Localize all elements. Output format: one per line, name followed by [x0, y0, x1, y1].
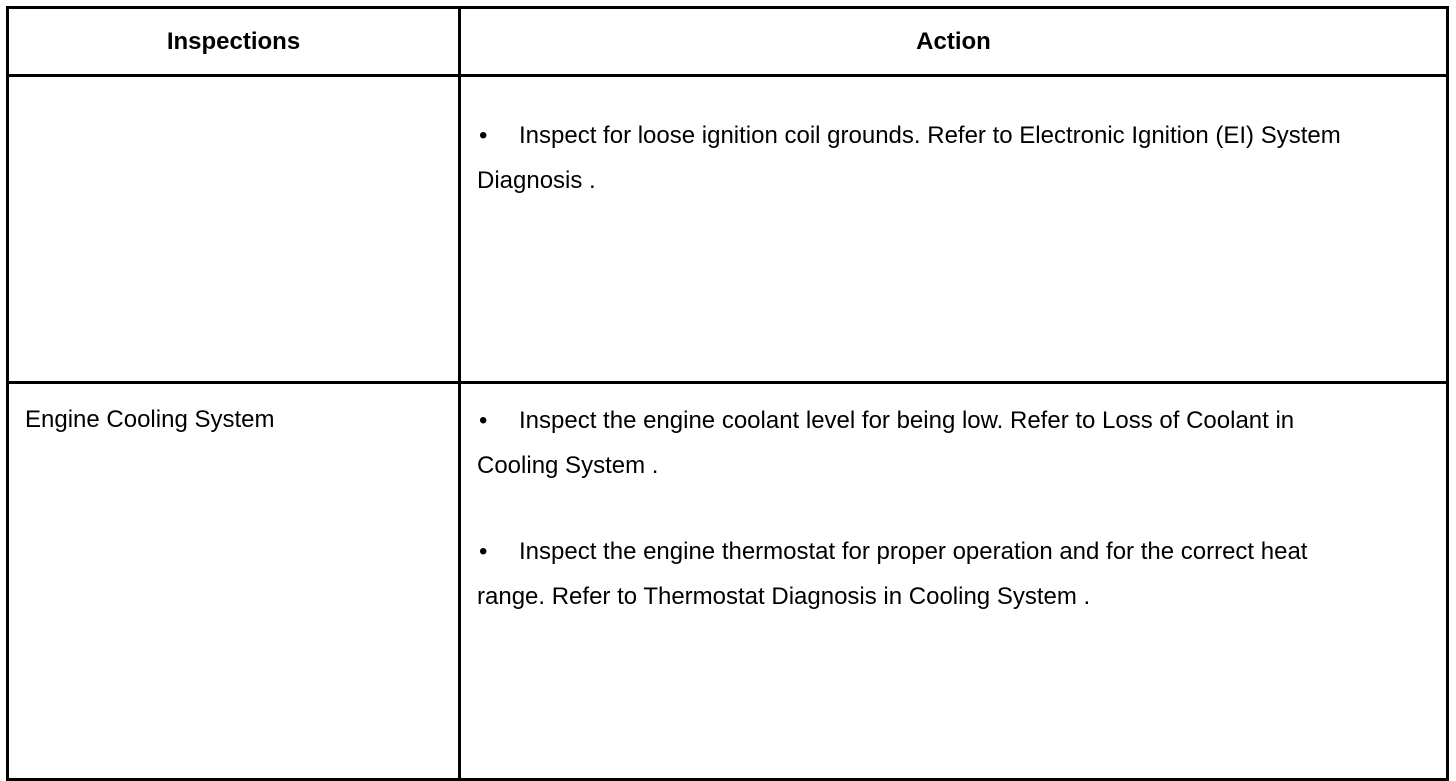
table-row: [8, 76, 1448, 383]
action-text: Inspect for loose ignition coil grounds. Refer to Electronic Ignition (EI) System Diagnosis .: [477, 122, 1341, 194]
inspection-cell: Engine Cooling System: [8, 383, 460, 780]
inspections-header: Inspections: [8, 8, 460, 76]
action-text: Inspect the engine coolant level for being low. Refer to Loss of Coolant in Cooling System .: [477, 407, 1295, 479]
action-item: [477, 113, 1346, 203]
action-cell: [460, 383, 1448, 780]
action-item: [477, 398, 1346, 488]
action-item: [477, 529, 1346, 619]
bullet-icon: •: [479, 122, 488, 149]
table-row: [8, 383, 1448, 780]
inspection-table: [6, 6, 1449, 781]
spacer: [477, 488, 1346, 529]
bullet-icon: •: [479, 407, 488, 434]
bullet-icon: •: [479, 538, 488, 565]
action-header: Action: [460, 8, 1448, 76]
inspection-cell: [8, 76, 460, 383]
action-cell: [460, 76, 1448, 383]
header-row: [8, 8, 1448, 76]
action-text: Inspect the engine thermostat for proper operation and for the correct heat range. Refer to Thermostat Diagnosis in Cooling System .: [477, 538, 1308, 610]
